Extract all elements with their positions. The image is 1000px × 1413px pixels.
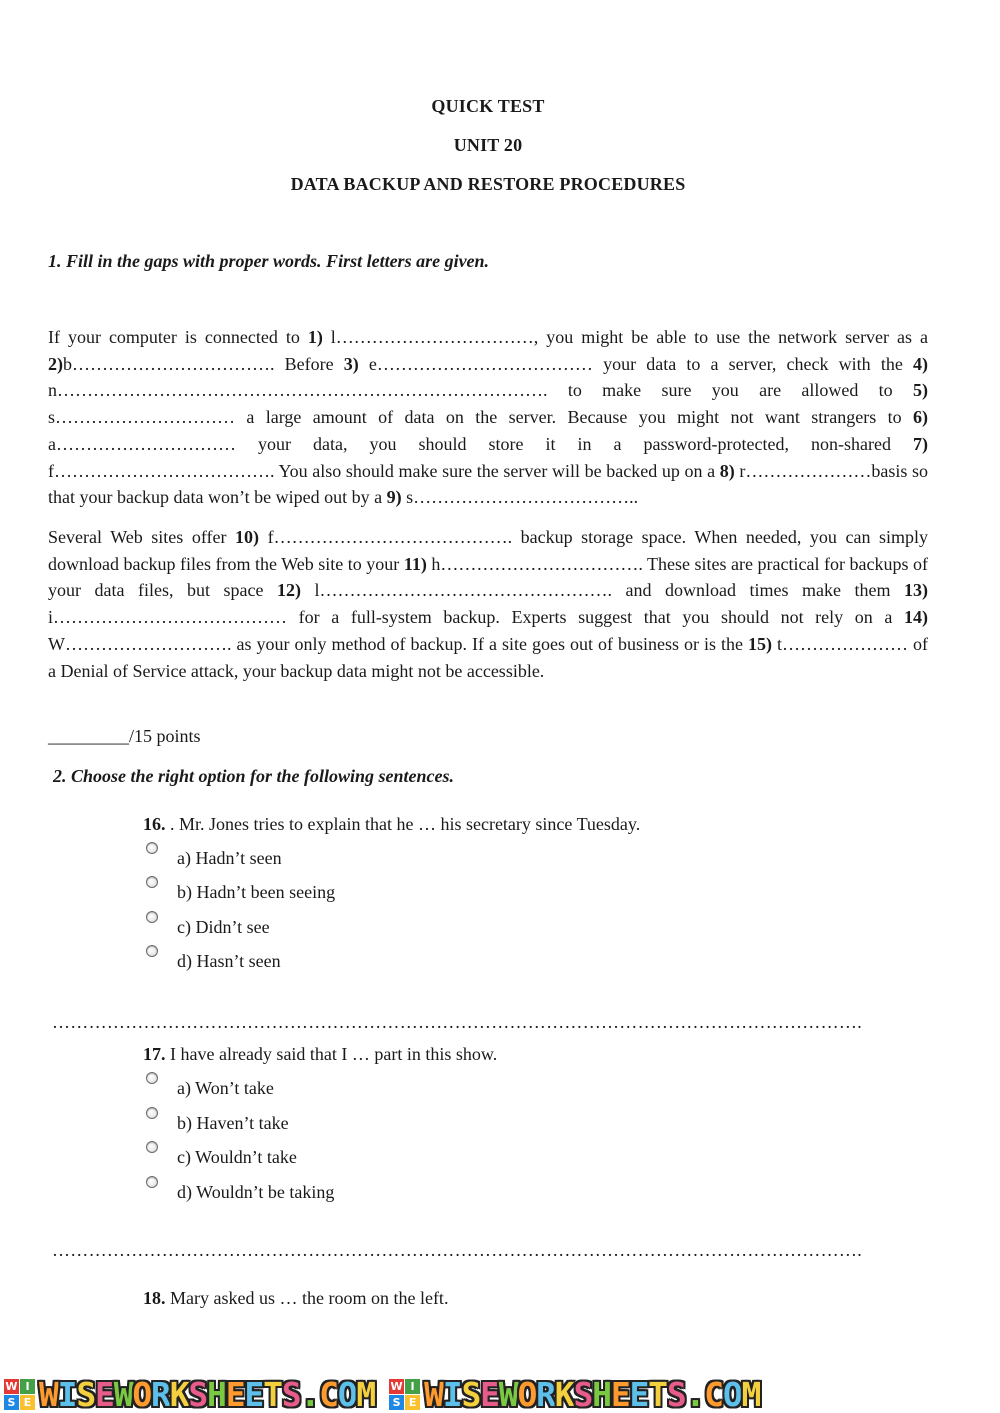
question-number: 17. (143, 1044, 166, 1064)
gap-number: 11) (403, 553, 427, 574)
radio-icon[interactable] (146, 1072, 158, 1084)
logo-cell: S (389, 1395, 404, 1410)
brand-group (389, 1375, 760, 1413)
separator-line: ……………………………………………………………………………………………………………………. (52, 1240, 862, 1260)
option-label: b) Haven’t take (177, 1113, 289, 1133)
question-18 (143, 1288, 448, 1309)
question-16 (143, 814, 640, 835)
radio-icon[interactable] (146, 945, 158, 957)
question-17 (143, 1044, 497, 1065)
gap-number: 5) (913, 380, 928, 401)
logo-cell: E (20, 1395, 35, 1410)
gap-number: 3) (343, 353, 359, 374)
topic-title: DATA BACKUP AND RESTORE PROCEDURES (290, 174, 686, 194)
question-text: . Mr. Jones tries to explain that he … his secretary since Tuesday. (165, 814, 641, 834)
option-label: a) Won’t take (177, 1078, 274, 1098)
option-label: c) Wouldn’t take (177, 1147, 297, 1167)
gap-number: 13) (904, 580, 928, 601)
logo-cell: I (405, 1379, 420, 1394)
logo-cell: W (390, 1379, 403, 1393)
separator-line: ……………………………………………………………………………………………………………………. (52, 1012, 862, 1032)
radio-icon[interactable] (146, 842, 158, 854)
unit-title: UNIT 20 (453, 135, 523, 155)
logo-cell: I (20, 1379, 35, 1394)
radio-icon[interactable] (146, 1176, 158, 1188)
radio-icon[interactable] (146, 876, 158, 888)
radio-icon[interactable] (146, 911, 158, 923)
footer-watermark (0, 1375, 1000, 1413)
section2-heading: 2. Choose the right option for the following sentences. (53, 766, 455, 786)
gap-number: 7) (913, 433, 928, 454)
question-text: I have already said that I … part in this show. (165, 1044, 498, 1064)
question-text: Mary asked us … the room on the left. (165, 1288, 449, 1308)
wise-logo-icon (389, 1379, 420, 1410)
gap-fill-paragraph-2: Several Web sites offer 10) f…………………………………. backup storage space. When needed, you can simply download backup files from the Web site to your 11) h……………………………. These sites are practical for backups of your data files, but space 12) l…………………………………………. and download times make them 13) i………………………………… for a full-system backup. Experts suggest that you should not rely on a 14) W………………………. as your only method of backup. If a site goes out of business or is the 15) t………………… of a Denial of Service attack, your backup data might not be accessible. (48, 527, 929, 681)
section1-score: _________/15 points (48, 726, 201, 746)
option-label: d) Hasn’t seen (177, 951, 281, 971)
option-label: a) Hadn’t seen (177, 848, 282, 868)
gap-number: 15) (747, 633, 772, 654)
logo-cell: E (405, 1395, 420, 1410)
section1-heading: 1. Fill in the gaps with proper words. First letters are given. (48, 251, 490, 271)
gap-number: 14) (904, 607, 928, 628)
radio-icon[interactable] (146, 1107, 158, 1119)
radio-icon[interactable] (146, 1141, 158, 1153)
gap-number: 6) (913, 407, 928, 428)
gap-number: 12) (276, 580, 301, 601)
logo-cell: S (4, 1395, 19, 1410)
option-label: c) Didn’t see (177, 917, 270, 937)
question-number: 16. (143, 814, 166, 834)
gap-number: 4) (912, 353, 928, 374)
brand-text: WISEWORKSHEETS.COM (424, 1375, 761, 1413)
logo-cell: W (5, 1379, 18, 1393)
gap-fill-paragraph-1: If your computer is connected to 1) l……………………………, you might be able to use the network server as a 2)b……………………………. Before 3) e……………………………… your data to a server, check with the 4) n………………………………………………………………………. to make sure you are allowed to 5) s………………………… a large amount of data on the server. Because you might not want strangers to 6) a………………………… your data, you should store it in a password-protected, non-shared 7) f………………………………. You also should make sure the server will be backed up on a 8) r…………………basis so that your backup data won’t be wiped out by a 9) s……………………………….. (48, 327, 928, 508)
gap-number: 2) (48, 353, 63, 374)
gap-number: 10) (235, 527, 260, 547)
gap-number: 9) (386, 487, 402, 508)
wise-logo-icon (4, 1379, 35, 1410)
option-label: b) Hadn’t been seeing (177, 882, 336, 902)
gap-number: 8) (719, 460, 735, 481)
brand-text: WISEWORKSHEETS.COM (39, 1375, 376, 1413)
option-label: d) Wouldn’t be taking (177, 1182, 335, 1202)
brand-group (4, 1375, 375, 1413)
test-title: QUICK TEST (431, 96, 545, 116)
gap-number: 1) (307, 327, 323, 347)
question-number: 18. (143, 1288, 166, 1308)
